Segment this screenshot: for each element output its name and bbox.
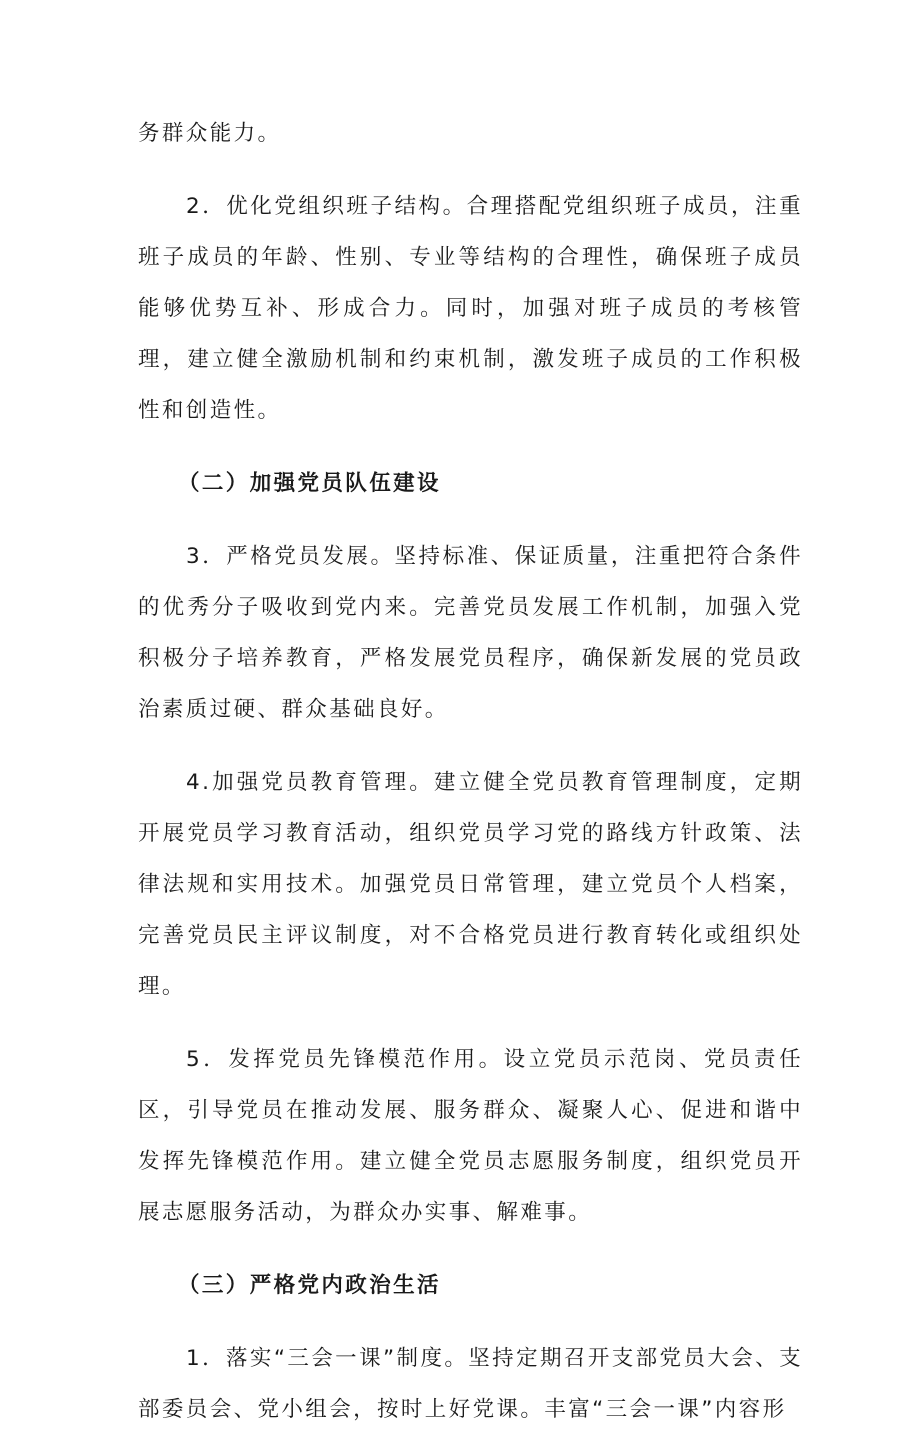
- paragraph-item-2: 2．优化党组织班子结构。合理搭配党组织班子成员，注重班子成员的年龄、性别、专业等结构的合理性，确保班子成员能够优势互补、形成合力。同时，加强对班子成员的考核管理，建立健全激励机制和约束机制，激发班子成员的工作积极性和创造性。: [138, 194, 803, 423]
- paragraph-item-3: 3．严格党员发展。坚持标准、保证质量，注重把符合条件的优秀分子吸收到党内来。完善党员发展工作机制，加强入党积极分子培养教育，严格发展党员程序，确保新发展的党员政治素质过硬、群众基础良好。: [138, 544, 803, 722]
- paragraph-continuation: 务群众能力。: [138, 121, 282, 146]
- paragraph-gap: [138, 1012, 803, 1034]
- paragraph-gap: [138, 735, 803, 757]
- section-heading-2: （二）加强党员队伍建设: [178, 471, 441, 496]
- paragraph-item-4: 4.加强党员教育管理。建立健全党员教育管理制度，定期开展党员学习教育活动，组织党员学习党的路线方针政策、法律法规和实用技术。加强党员日常管理，建立党员个人档案，完善党员民主评议制度，对不合格党员进行教育转化或组织处理。: [138, 770, 803, 999]
- section-heading-3: （三）严格党内政治生活: [178, 1273, 441, 1298]
- paragraph-gap: [138, 159, 803, 181]
- paragraph-gap: [138, 436, 803, 458]
- document-body: [138, 108, 803, 1435]
- paragraph-gap: [138, 1311, 803, 1333]
- paragraph-item-1: 1．落实“三会一课”制度。坚持定期召开支部党员大会、支部委员会、党小组会，按时上好党课。丰富“三会一课”内容形: [138, 1346, 803, 1422]
- paragraph-gap: [138, 1238, 803, 1260]
- paragraph-gap: [138, 509, 803, 531]
- paragraph-item-5: 5．发挥党员先锋模范作用。设立党员示范岗、党员责任区，引导党员在推动发展、服务群众、凝聚人心、促进和谐中发挥先锋模范作用。建立健全党员志愿服务制度，组织党员开展志愿服务活动，为群众办实事、解难事。: [138, 1047, 803, 1225]
